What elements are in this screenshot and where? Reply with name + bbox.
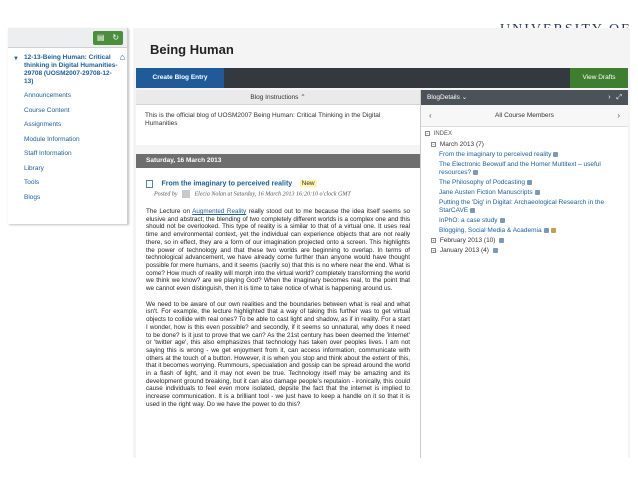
comment-icon [470, 208, 475, 213]
month-row [421, 245, 628, 255]
month-name[interactable]: January 2013 [439, 247, 480, 254]
new-badge: New [301, 180, 315, 188]
next-arrow-icon[interactable]: › [617, 111, 620, 120]
comment-icon [527, 180, 532, 185]
comment-icon [544, 228, 549, 233]
menu-item-course-content[interactable]: Course Content [24, 106, 70, 114]
collapse-caret-icon[interactable]: ▼ [13, 56, 19, 62]
post-title[interactable]: The Philosophy of Podcasting [439, 179, 525, 186]
home-icon[interactable]: ⌂ [119, 52, 125, 62]
index-post-link[interactable] [421, 189, 628, 197]
blog-entries-column [136, 90, 420, 458]
index-header [421, 127, 628, 139]
blog-toolbar [136, 68, 628, 88]
month-count: (7) [475, 141, 484, 148]
chevron-right-icon[interactable]: › [608, 94, 611, 101]
posted-by-label: Posted by [154, 191, 178, 198]
month-name[interactable]: February 2013 [439, 237, 483, 244]
entry-text: The Lecture on [146, 208, 190, 215]
blog-instructions-label: Blog Instructions [250, 94, 299, 101]
index-post-link[interactable] [421, 151, 628, 159]
entry-timestamp: at Saturday, 16 March 2013 16:20:10 o'clock GMT [227, 191, 351, 198]
entry-paragraph [146, 208, 410, 293]
course-title[interactable]: 12-13-Being Human: Critical thinking in Digital Humanities-29708 (UOSM2007-29708-12-13) [24, 54, 118, 85]
comment-icon [473, 170, 478, 175]
index-post-link[interactable] [421, 199, 628, 215]
entry-text: really stood out to me because the idea itself seems so elusive and abstract; the blending of two completely different worlds is a complex one and this should not be overlooked. This type of reality is a similar to that of a virtual one. It uses real time and environmental context, yet the individual can experience objects that are not really there, so in effect, they are a form of our imagination projected onto a screen. This highlights the power of technology and that these two worlds are beginning to overlap. In terms of technological advancement, we have already come further than anyone would have thought possible for mere humans, and it seems (sacrily so) that this is no where near the end. What is come? How much of reality will morph into the virtual world? completely transforming the world we think we know? are we playing God? When the imaginary becomes real, to the point that we cannot even distinguish, then it is time to take notice of what is happening around us. [146, 208, 410, 293]
post-title[interactable]: InPhO: a case study [439, 217, 498, 224]
members-selector [421, 105, 628, 127]
month-count: (4) [481, 247, 489, 254]
entry-title-row [136, 168, 420, 187]
expand-icon[interactable]: ⤢ [616, 94, 622, 101]
month-name[interactable]: March 2013 [439, 141, 475, 148]
blog-details-panel [420, 90, 628, 458]
index-label: INDEX [433, 131, 453, 138]
expand-box-icon[interactable]: + [432, 247, 435, 253]
menu-item-blogs[interactable]: Blogs [24, 193, 41, 201]
panel-controls [608, 90, 622, 105]
course-menu-list [8, 92, 127, 202]
view-drafts-button[interactable]: View Drafts [570, 68, 628, 88]
month-row [421, 139, 628, 149]
index-post-link[interactable] [421, 217, 628, 225]
post-title[interactable]: From the imaginary to perceived reality [439, 151, 552, 158]
month-row [421, 235, 628, 245]
entry-body [136, 199, 420, 409]
menu-item-tools[interactable]: Tools [24, 179, 40, 186]
index-post-link[interactable] [421, 179, 628, 187]
post-title[interactable]: Putting the 'Dig' in Digital: Archaeological Research in the StarCAVE [439, 199, 605, 214]
menu-item-announcements[interactable]: Announcements [24, 92, 71, 99]
blog-title: Being Human [150, 42, 234, 57]
index-post-link[interactable] [421, 227, 628, 235]
collapse-box-icon[interactable]: − [432, 141, 435, 147]
refresh-icon[interactable]: ↻ [112, 33, 120, 42]
blog-instructions-toggle[interactable] [136, 90, 420, 105]
menu-item-module-information[interactable]: Module Information [24, 135, 80, 143]
create-blog-entry-button[interactable]: Create Blog Entry [136, 68, 224, 88]
course-title-row [8, 48, 127, 86]
comment-icon [499, 238, 504, 243]
menu-item-library[interactable]: Library [24, 164, 44, 172]
post-title[interactable]: Blogging, Social Media & Academia [439, 227, 542, 234]
course-menu-toolbar [8, 28, 127, 48]
collapse-box-icon[interactable]: − [426, 131, 429, 136]
chevron-up-icon: ⌃ [300, 94, 306, 101]
menu-item-staff-information[interactable]: Staff Information [24, 150, 72, 157]
blog-main [133, 28, 630, 458]
expand-box-icon[interactable]: + [432, 237, 435, 243]
chevron-down-icon[interactable]: ⌄ [461, 94, 468, 101]
augmented-reality-link[interactable]: Augmented Reality [192, 208, 247, 215]
comment-icon [535, 190, 540, 195]
members-label[interactable]: All Course Members [495, 112, 554, 119]
comment-icon [500, 218, 505, 223]
folder-icon[interactable]: ▤ [96, 33, 105, 42]
entry-paragraph: We need to be aware of our own realities and the boundaries between what is real and what isn't. For example, the lecture highlighted that a way of taking this further was to get virtual objects to collide with real ones? To be able to cast light and shadow, as if in reality. For a start I wonder, how is this even possible? and secondly, if it seems so unnatural, why does it need to be done? Is it just to prove that we can? As the 21st century has been deemed the 'internet' or 'twitter age', this also emphasizes that technology has taken over peoples lives. I am not saying this is wrong - we get enjoyment from it, can access information, communicate with others at the touch of a button. However, it is when you stop and think about the extent of this, that it becomes worrying. Rummours, specualation and gossip can be spread around the world in a flash of light, and it may not even be true. Technology itself may be amazing and its development ground breaking, but it can also damage people's reputaion - ironically, this could cause individuals to feel even more isolated, depsite the fact that the internet is implied to increase communication. It is a brilliant tool - we just have to keep a handle on it so that it is used in the right way. Do we have the power to do this? [146, 300, 410, 408]
blog-description: This is the official blog of UOSM2007 Being Human: Critical Thinking in the Digital Humanities [145, 112, 381, 127]
comment-icon [493, 248, 498, 253]
entry-author: Elecia Nolan [194, 191, 226, 198]
entry-title[interactable]: From the imaginary to perceived reality [161, 180, 293, 188]
divider [136, 145, 420, 154]
post-title[interactable]: Jane Austen Fiction Manuscripts [439, 189, 533, 196]
document-icon [146, 180, 153, 188]
month-count: (10) [483, 237, 496, 244]
previous-arrow-icon[interactable]: ‹ [429, 111, 432, 120]
blog-details-header [421, 90, 628, 105]
index-post-link[interactable] [421, 161, 628, 177]
menu-button-group [93, 31, 123, 45]
course-menu [8, 28, 128, 224]
entry-date-header: Saturday, 16 March 2013 [136, 154, 420, 168]
blog-details-label[interactable]: BlogDetails [427, 94, 460, 101]
post-title[interactable]: The Electronic Beowulf and the Homer Multitext – useful resources? [439, 161, 601, 176]
menu-item-assignments[interactable]: Assignments [24, 121, 62, 128]
attachment-icon [551, 228, 556, 233]
comment-icon [553, 152, 558, 157]
